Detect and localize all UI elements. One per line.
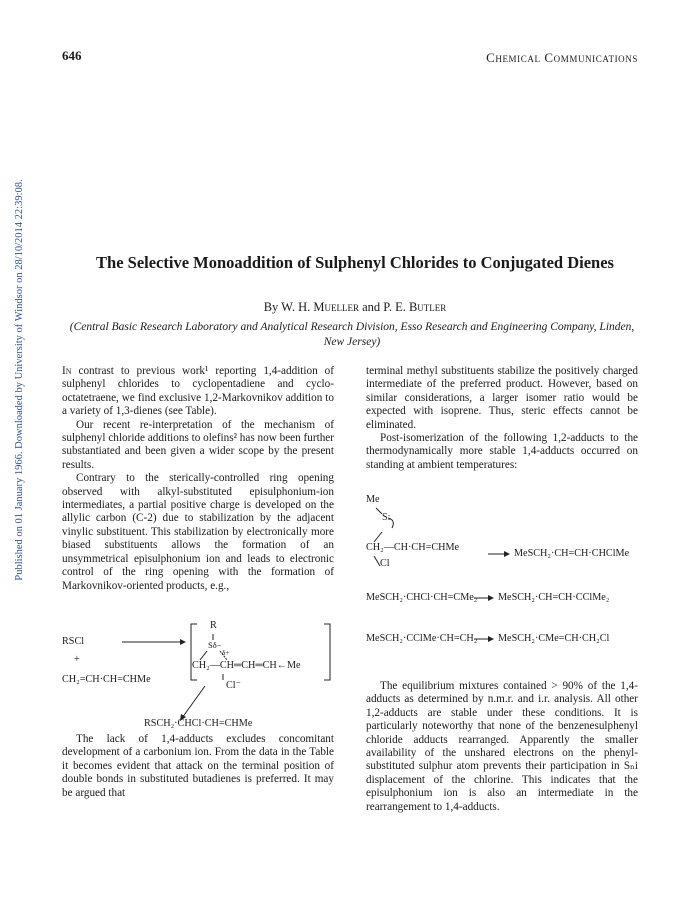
- byline: [70, 300, 640, 315]
- scheme-2-lines: [366, 494, 638, 654]
- byline-prefix: By W. H.: [263, 300, 314, 314]
- left-column-continued: [62, 733, 334, 800]
- substituent-r: R: [210, 620, 217, 631]
- right-column-continued: [366, 680, 638, 814]
- rearranged-product: MeSCH₂·CH=CH·CHClMe: [514, 548, 630, 559]
- delta-plus: δ+: [222, 649, 230, 657]
- paragraph: Post-isomerization of the following 1,2-adducts to the thermodynamically more stable 1,4-adducts occurred on standing at ambient temperatures:: [366, 432, 638, 471]
- episulphonium-chain: CH₂—CH═CH═CH←Me: [192, 660, 301, 671]
- article-title: The Selective Monoaddition of Sulphenyl Chlorides to Conjugated Dienes: [96, 253, 614, 272]
- markovnikov-product: RSCH₂·CHCl·CH=CHMe: [144, 718, 253, 729]
- equation-3-left: MeSCH₂·CClMe·CH=CH₂: [366, 633, 478, 644]
- journal-name: Chemical Communications: [486, 50, 638, 65]
- paragraph: The lack of 1,4-adducts excludes concomitant development of a carbonium ion. From the data in the Table it becomes evident that attack on the terminal position of double bonds in substituted butadienes is preferred. It may be argued that: [62, 733, 334, 799]
- chlorine-atom: Cl: [380, 558, 390, 569]
- isomerization-scheme: [366, 494, 638, 654]
- publication-sidebar[interactable]: [4, 150, 24, 610]
- paragraph: Our recent re-interpretation of the mechanism of sulphenyl chloride additions to olefins² has now been further substantiated and been given a wider scope by the present results.: [62, 418, 334, 471]
- paragraph: Contrary to the sterically-controlled ring opening observed with alkyl-substituted episulphonium-ion intermediates, a partial positive charge is developed on the allylic carbon (C-2) due to stabilization by the adjacent vinylic substituent. This stabilization by electronically more biased substituents allows the formation of an unsymmetrical episulphonium ion and leads to electronic control of the ring opening with the formation of Markovnikov-oriented products, e.g.,: [62, 472, 334, 592]
- reagent: RSCl: [62, 636, 85, 647]
- paragraph-text: contrast to previous work¹ reporting 1,4-addition of sulphenyl chlorides to cyclopentadiene and cyclo-octatetraene, we find exclusive 1,2-Markovnikov addition to a variety of 1,3-dienes (see Table).: [62, 365, 334, 418]
- equation-3-right: MeSCH₂·CMe=CH·CH₂Cl: [498, 633, 610, 644]
- reaction-scheme-1: [62, 618, 334, 728]
- paragraph: The equilibrium mixtures contained > 90% of the 1,4-adducts as determined by n.m.r. and i.r. analysis. All other 1,2-adducts are stable under these conditions. It is particularly noteworthy that none of the benzenesulphenyl chloride adducts rearranged. Apparently the smaller availability of the unshared electrons on the phenyl-substituted sulphur atom prevents their participation in Sₙi displacement of the chlorine. This indicates that the episulphonium ion is also an intermediate in the rearrangement to 1,4-adducts.: [366, 680, 638, 813]
- author-1: Mueller: [313, 300, 359, 314]
- left-column: [62, 365, 334, 593]
- sidebar-text[interactable]: Published on 01 January 1966. Downloaded by University of Windsor on 28/10/2014 22:39:08.: [14, 179, 25, 581]
- paragraph: [62, 365, 334, 419]
- paragraph: terminal methyl substituents stabilize the positively charged intermediate of the preferred product. However, based on similar considerations, a larger isomer ratio would be expected with isoprene. Thus, steric effects cannot be eliminated.: [366, 365, 638, 431]
- author-2: Butler: [408, 300, 447, 314]
- byline-mid: and P. E.: [358, 300, 409, 314]
- page-number: 646: [62, 48, 82, 63]
- adduct-chain: CH₂—CH·CH=CHMe: [366, 542, 460, 553]
- equation-2-right: MeSCH₂·CH=CH·CClMe₂: [498, 592, 610, 603]
- plus-sign: +: [74, 654, 80, 665]
- methyl-group: Me: [366, 494, 380, 505]
- equation-2-left: MeSCH₂·CHCl·CH=CMe₂: [366, 592, 478, 603]
- sulfur-atom: Sδ−: [208, 640, 222, 650]
- affiliation: (Central Basic Research Laboratory and Analytical Research Division, Esso Research and Engineering Company, Linden, New Jersey): [69, 321, 635, 348]
- sulfur-lone-pair: S:: [382, 512, 391, 523]
- diene: CH₂=CH·CH=CHMe: [62, 674, 151, 685]
- scheme-1-lines: [62, 618, 334, 728]
- dropcap: In: [62, 365, 72, 377]
- chloride-ion: Cl⁻: [226, 680, 242, 691]
- right-column: [366, 365, 638, 472]
